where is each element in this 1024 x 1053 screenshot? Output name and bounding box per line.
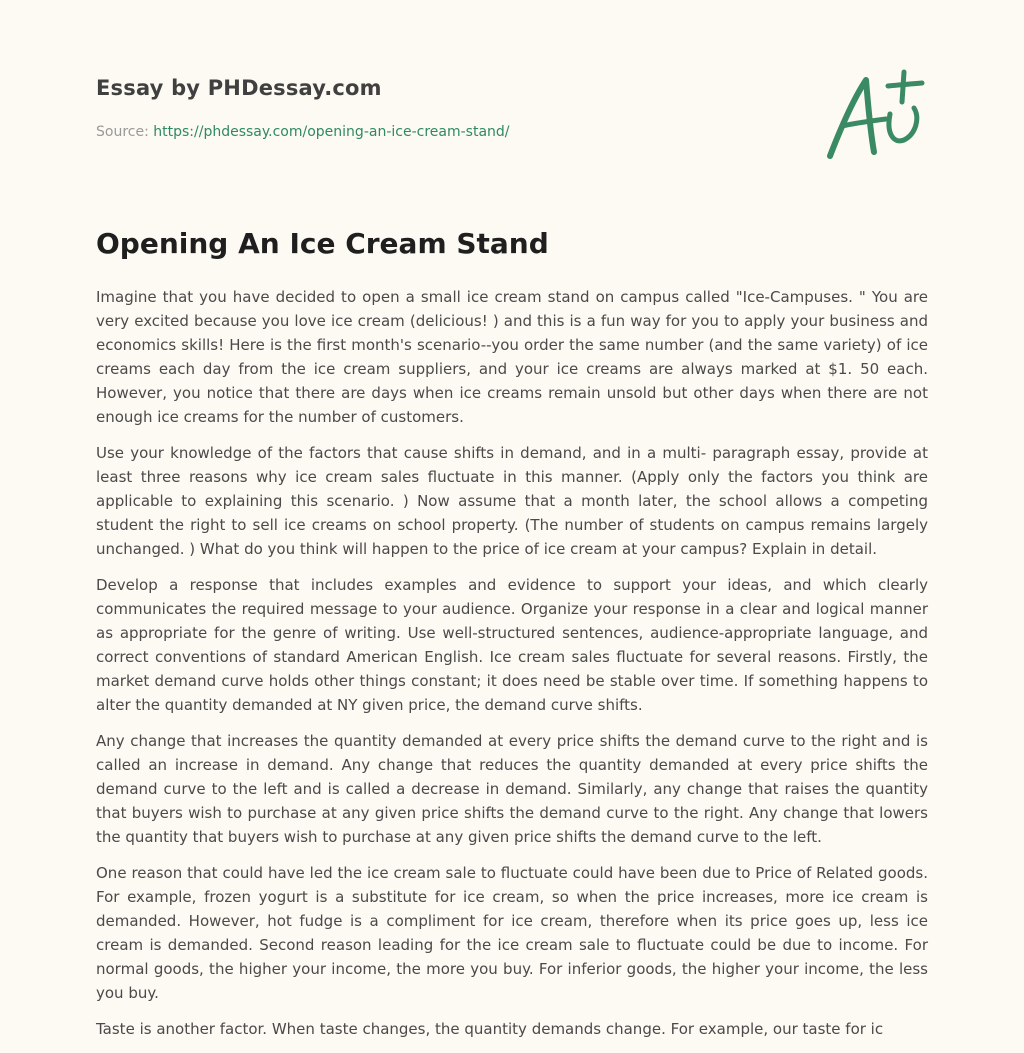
essay-paragraph: Develop a response that includes examples and evidence to support your ideas, and which clearly communicates the required message to your audience. Organize your response in a clear and logical manner as appropriate for the genre of writing. Use well-structured sentences, audience-appropriate language, and correct conventions of standard American English. Ice cream sales fluctuate for several reasons. Firstly, the market demand curve holds other things constant; it does need be stable over time. If something happens to alter the quantity demanded at NY given price, the demand curve shifts.: [96, 576, 928, 714]
essay-paragraph: Taste is another factor. When taste changes, the quantity demands change. For example, our taste for ic: [96, 1020, 884, 1038]
essay-paragraph: One reason that could have led the ice cream sale to fluctuate could have been due to Price of Related goods. For example, frozen yogurt is a substitute for ice cream, so when the price increases, more ice cream is demanded. However, hot fudge is a compliment for ice cream, therefore when its price goes up, less ice cream is demanded. Second reason leading for the ice cream sale to fluctuate could be due to income. For normal goods, the higher your income, the more you buy. For inferior goods, the higher your income, the less you buy.: [96, 864, 928, 1002]
source-label: Source:: [96, 124, 154, 140]
essay-paragraph: Any change that increases the quantity demanded at every price shifts the demand curve to the right and is called an increase in demand. Any change that reduces the quantity demanded at every price shifts the demand curve to the left and is called a decrease in demand. Similarly, any change that raises the quantity that buyers wish to purchase at any given price shifts the demand curve to the right. Any change that lowers the quantity that buyers wish to purchase at any given price shifts the demand curve to the left.: [96, 732, 928, 846]
brand-title: Essay by PHDessay.com: [96, 76, 382, 100]
essay-title: Opening An Ice Cream Stand: [96, 227, 549, 260]
essay-body: [96, 285, 928, 1053]
source-line: [96, 124, 510, 140]
page-header: [96, 0, 928, 200]
essay-paragraph: Use your knowledge of the factors that cause shifts in demand, and in a multi- paragraph essay, provide at least three reasons why ice cream sales fluctuate in this manner. (Apply only the factors you think are applicable to explaining this scenario. ) Now assume that a month later, the school allows a competing student the right to sell ice creams on school property. (The number of students on campus remains largely unchanged. ) What do you think will happen to the price of ice cream at your campus? Explain in detail.: [96, 444, 928, 558]
source-link[interactable]: https://phdessay.com/opening-an-ice-cream-stand/: [153, 124, 510, 140]
a-plus-logo-icon: [824, 68, 928, 164]
essay-paragraph: Imagine that you have decided to open a small ice cream stand on campus called "Ice-Campuses. " You are very excited because you love ice cream (delicious! ) and this is a fun way for you to apply your business and economics skills! Here is the first month's scenario--you order the same number (and the same variety) of ice creams each day from the ice cream suppliers, and your ice creams are always marked at $1. 50 each. However, you notice that there are days when ice creams remain unsold but other days when there are not enough ice creams for the number of customers.: [96, 288, 928, 426]
